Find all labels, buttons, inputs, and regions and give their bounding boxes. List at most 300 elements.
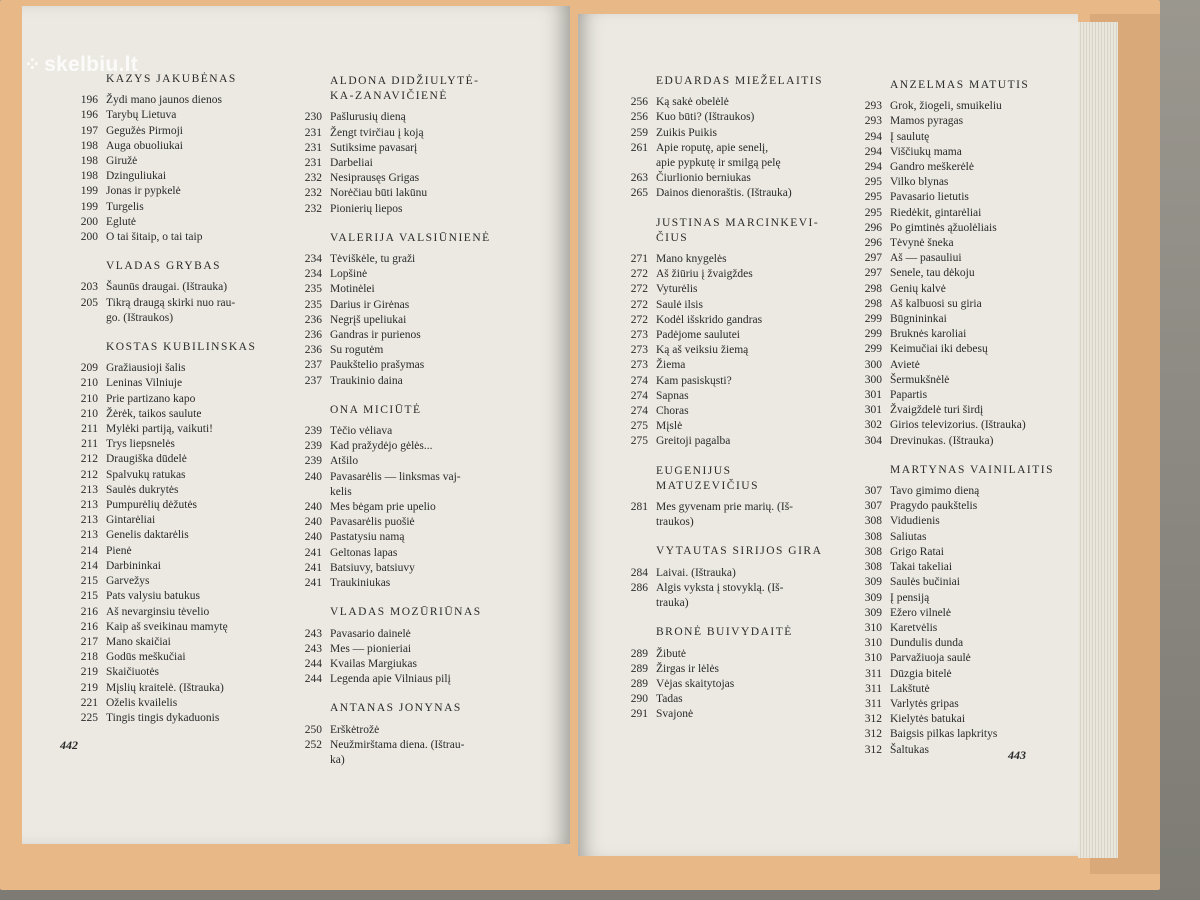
toc-entry xyxy=(602,186,832,201)
entry-title: Algis vyksta į stovyklą. (Iš- xyxy=(656,581,784,594)
entry-page-number xyxy=(276,753,330,768)
right-page-column-1 xyxy=(602,74,832,723)
toc-entry xyxy=(276,343,498,358)
entry-title: Keimučiai iki debesų xyxy=(890,343,988,356)
entry-page-number: 239 xyxy=(304,440,322,453)
entry-title: Apie roputę, apie senelį, xyxy=(656,141,769,154)
toc-entry xyxy=(276,156,498,171)
entry-title: ka) xyxy=(330,753,345,766)
toc-entry xyxy=(276,252,498,267)
entry-title: Batsiuvy, batsiuvy xyxy=(330,561,415,574)
entry-page-number: 230 xyxy=(304,111,322,124)
toc-entry xyxy=(276,424,498,439)
entry-page-number: 237 xyxy=(304,359,322,372)
entry-page-number: 294 xyxy=(864,130,882,143)
section-gap xyxy=(276,687,498,701)
author-section xyxy=(602,464,832,531)
entry-title: Žengt tvirčiau į koją xyxy=(330,126,424,139)
toc-entry xyxy=(52,513,272,528)
entry-title: Dzinguliukai xyxy=(106,170,167,183)
toc-entry xyxy=(52,376,272,391)
entry-page-number xyxy=(52,311,106,326)
entry-page-number: 210 xyxy=(80,392,98,405)
toc-entry xyxy=(836,545,1072,560)
entry-title: Vyturėlis xyxy=(656,283,698,296)
author-heading: EDUARDAS MIEŽELAITIS xyxy=(656,75,824,87)
entry-page-number: 310 xyxy=(864,652,882,665)
entry-page-number: 200 xyxy=(80,215,98,228)
entry-page-number: 200 xyxy=(80,231,98,244)
entry-title: Bruknės karoliai xyxy=(890,328,967,341)
entry-title: Su rogutėm xyxy=(330,344,384,357)
entry-title: Darbeliai xyxy=(330,157,373,170)
entry-page-number: 275 xyxy=(630,420,648,433)
author-heading: ALDONA DIDŽIULYTĖ-KA-ZANAVIČIENĖ xyxy=(330,75,480,103)
author-section xyxy=(52,259,272,326)
entry-title: Kodėl išskrido gandras xyxy=(656,313,763,326)
entry-title: Varlytės gripas xyxy=(890,697,959,710)
entry-title: Mes — pionieriai xyxy=(330,642,412,655)
entry-page-number: 213 xyxy=(80,483,98,496)
entry-page-number: 294 xyxy=(864,161,882,174)
entry-page-number: 272 xyxy=(630,283,648,296)
entry-title: traukos) xyxy=(656,516,694,529)
toc-entry xyxy=(836,575,1072,590)
toc-entry xyxy=(52,200,272,215)
entry-page-number xyxy=(602,156,656,171)
entry-title: Karetvėlis xyxy=(890,621,938,634)
toc-entry xyxy=(836,266,1072,281)
entry-title: Žiema xyxy=(656,359,686,372)
entry-page-number xyxy=(602,515,656,530)
toc-entry xyxy=(602,419,832,434)
entry-title: Turgelis xyxy=(106,200,144,213)
entry-page-number: 274 xyxy=(630,374,648,387)
toc-entry xyxy=(836,697,1072,712)
entry-title: Sutiksime pavasarį xyxy=(330,141,418,154)
toc-entry xyxy=(52,483,272,498)
entry-page-number: 243 xyxy=(304,627,322,640)
entry-title: Tadas xyxy=(656,693,683,706)
entry-title: Tavo gimimo dieną xyxy=(890,485,980,498)
entry-title: Kielytės batukai xyxy=(890,713,966,726)
toc-entry xyxy=(602,434,832,449)
entry-title: Aš žiūriu į žvaigždes xyxy=(656,268,753,281)
entry-title: kelis xyxy=(330,485,352,498)
entry-title: Pastatysiu namą xyxy=(330,531,405,544)
page-block-edge xyxy=(1078,22,1118,858)
entry-title: Pavasario lietutis xyxy=(890,191,969,204)
entry-title: Pienė xyxy=(106,544,132,557)
entry-page-number: 298 xyxy=(864,282,882,295)
toc-entry xyxy=(602,389,832,404)
toc-entry xyxy=(52,665,272,680)
entry-title: Drevinukas. (Ištrauka) xyxy=(890,434,994,447)
entry-page-number: 240 xyxy=(304,531,322,544)
entry-title: Tikrą draugą skirki nuo rau- xyxy=(106,296,236,309)
entry-page-number: 298 xyxy=(864,297,882,310)
toc-entry xyxy=(52,215,272,230)
toc-entry xyxy=(836,221,1072,236)
entry-title: Mamos pyragas xyxy=(890,115,964,128)
author-section xyxy=(52,340,272,726)
entry-title: Tėčio vėliava xyxy=(330,425,393,438)
entry-title: Pavasarėlis — linksmas vaj- xyxy=(330,470,461,483)
entry-page-number: 196 xyxy=(80,109,98,122)
entry-title: Legenda apie Vilniaus pilį xyxy=(330,673,451,686)
author-heading: VALERIJA VALSIŪNIENĖ xyxy=(330,231,491,244)
toc-entry xyxy=(52,681,272,696)
entry-title: Gintarėliai xyxy=(106,514,156,527)
entry-title: Ką aš veiksiu žiemą xyxy=(656,344,749,357)
toc-entry xyxy=(836,282,1072,297)
entry-page-number: 300 xyxy=(864,373,882,386)
entry-page-number: 211 xyxy=(81,438,98,451)
toc-entry xyxy=(836,99,1072,114)
entry-page-number: 236 xyxy=(304,344,322,357)
entry-title: Pats valysiu batukus xyxy=(106,590,200,603)
toc-entry xyxy=(602,374,832,389)
entry-title: Mes bėgam prie upelio xyxy=(330,501,436,514)
toc-entry xyxy=(836,434,1072,449)
section-gap xyxy=(836,449,1072,463)
author-section xyxy=(276,701,498,768)
entry-page-number xyxy=(276,485,330,500)
toc-entry xyxy=(52,559,272,574)
entry-title: Vidudienis xyxy=(890,515,940,528)
entry-title: Būgnininkai xyxy=(890,313,947,326)
entry-page-number: 241 xyxy=(304,546,322,559)
entry-title: trauka) xyxy=(656,597,689,610)
entry-page-number: 293 xyxy=(864,100,882,113)
toc-entry xyxy=(276,723,498,738)
entry-title: Kvailas Margiukas xyxy=(330,657,417,670)
toc-entry xyxy=(602,95,832,110)
entry-title: Erškėtrožė xyxy=(330,723,380,736)
toc-entry xyxy=(52,711,272,726)
entry-title: Kad pražydėjo gėlės... xyxy=(330,440,433,453)
toc-entry xyxy=(52,108,272,123)
entry-page-number: 256 xyxy=(630,96,648,109)
entry-title: Spalvukų ratukas xyxy=(106,468,186,481)
entry-title: Gandro meškerėlė xyxy=(890,161,974,174)
author-section xyxy=(602,74,832,202)
entry-page-number: 295 xyxy=(864,191,882,204)
entry-page-number: 274 xyxy=(630,405,648,418)
entry-page-number: 235 xyxy=(304,298,322,311)
section-gap xyxy=(602,611,832,625)
entry-page-number: 275 xyxy=(630,435,648,448)
toc-entry xyxy=(276,642,498,657)
entry-title: Nesiprausęs Grigas xyxy=(330,172,420,185)
author-heading: ANTANAS JONYNAS xyxy=(330,702,462,715)
author-heading: EUGENIJUS MATUZEVIČIUS xyxy=(656,464,759,492)
toc-entry xyxy=(602,267,832,282)
toc-entry xyxy=(836,484,1072,499)
entry-title: Giružė xyxy=(106,155,138,168)
entry-page-number: 281 xyxy=(630,501,648,514)
entry-title: Mes gyvenam prie marių. (Iš- xyxy=(656,501,794,514)
entry-title: Takai takeliai xyxy=(890,561,953,574)
section-gap xyxy=(52,245,272,259)
entry-page-number: 196 xyxy=(80,94,98,107)
entry-title: Mylėki partiją, vaikuti! xyxy=(106,423,213,436)
entry-page-number: 304 xyxy=(864,434,882,447)
toc-entry xyxy=(836,606,1072,621)
entry-page-number: 240 xyxy=(304,516,322,529)
entry-page-number: 307 xyxy=(864,485,882,498)
entry-title: Mano skaičiai xyxy=(106,635,171,648)
entry-title: Saliutas xyxy=(890,530,927,543)
entry-page-number: 300 xyxy=(864,358,882,371)
author-section xyxy=(602,216,832,450)
entry-title: Draugiška dūdelė xyxy=(106,453,187,466)
entry-title: Šaunūs draugai. (Ištrauka) xyxy=(106,281,228,294)
toc-entry xyxy=(836,560,1072,575)
entry-title: Parvažiuoja saulė xyxy=(890,652,971,665)
entry-page-number: 310 xyxy=(864,637,882,650)
entry-page-number: 273 xyxy=(630,359,648,372)
toc-entry xyxy=(276,672,498,687)
entry-title: Dundulis dunda xyxy=(890,637,964,650)
entry-title: Garvežys xyxy=(106,575,150,588)
entry-page-number: 197 xyxy=(80,124,98,137)
entry-title: Saulės dukrytės xyxy=(106,483,179,496)
entry-page-number: 214 xyxy=(80,544,98,557)
toc-entry xyxy=(836,499,1072,514)
section-gap xyxy=(602,202,832,216)
entry-title: Žėrėk, taikos saulute xyxy=(106,407,202,420)
toc-entry xyxy=(836,712,1072,727)
entry-title: Į pensiją xyxy=(890,591,930,604)
entry-page-number: 198 xyxy=(80,155,98,168)
entry-title: Žibutė xyxy=(656,647,687,660)
entry-page-number: 215 xyxy=(80,575,98,588)
toc-entry xyxy=(836,114,1072,129)
toc-entry xyxy=(602,692,832,707)
toc-entry xyxy=(52,422,272,437)
toc-entry xyxy=(276,454,498,469)
entry-page-number: 295 xyxy=(864,206,882,219)
entry-page-number: 289 xyxy=(630,677,648,690)
entry-title: Norėčiau būti lakūnu xyxy=(330,187,428,200)
author-heading: JUSTINAS MARCINKEVI-ČIUS xyxy=(656,216,820,244)
entry-page-number: 211 xyxy=(81,423,98,436)
entry-title: Papartis xyxy=(890,389,928,402)
author-heading: ONA MICIŪTĖ xyxy=(330,403,422,416)
entry-title: Aš kalbuosi su giria xyxy=(890,297,982,310)
entry-page-number: 241 xyxy=(304,561,322,574)
entry-page-number: 310 xyxy=(864,621,882,634)
toc-entry xyxy=(276,110,498,125)
toc-entry xyxy=(836,327,1072,342)
author-heading: ANZELMAS MATUTIS xyxy=(890,79,1030,91)
entry-title: Jonas ir pypkelė xyxy=(106,185,181,198)
left-page-column-1 xyxy=(52,72,272,726)
entry-page-number: 291 xyxy=(630,708,648,721)
entry-page-number: 241 xyxy=(304,577,322,590)
entry-title: Atšilo xyxy=(330,455,359,468)
entry-page-number: 232 xyxy=(304,187,322,200)
watermark-logo: ⁘ skelbiu.lt xyxy=(24,53,139,76)
entry-page-number: 216 xyxy=(80,605,98,618)
toc-entry xyxy=(276,298,498,313)
entry-title: Mano knygelės xyxy=(656,253,727,266)
author-heading: KAZYS JAKUBĖNAS xyxy=(106,73,237,85)
author-section xyxy=(602,544,832,611)
entry-page-number: 271 xyxy=(630,253,648,266)
entry-page-number: 309 xyxy=(864,591,882,604)
entry-page-number: 212 xyxy=(80,468,98,481)
toc-entry xyxy=(276,500,498,515)
entry-title: Genelis daktarėlis xyxy=(106,529,189,542)
entry-title: Padėjome saulutei xyxy=(656,329,740,342)
toc-entry xyxy=(52,93,272,108)
toc-entry xyxy=(276,657,498,672)
toc-entry xyxy=(52,544,272,559)
entry-page-number: 311 xyxy=(865,697,882,710)
toc-entry xyxy=(836,251,1072,266)
entry-page-number: 213 xyxy=(80,514,98,527)
entry-page-number: 212 xyxy=(80,453,98,466)
entry-page-number: 297 xyxy=(864,267,882,280)
toc-entry xyxy=(836,373,1072,388)
entry-title: Pionierių liepos xyxy=(330,202,403,215)
entry-title: Eglutė xyxy=(106,215,137,228)
right-page xyxy=(578,14,1078,856)
entry-title: Pavasarėlis puošiė xyxy=(330,516,415,529)
entry-title: Laivai. (Ištrauka) xyxy=(656,566,736,579)
page-number-right: 443 xyxy=(1008,748,1026,762)
entry-title: Paukštelio prašymas xyxy=(330,359,425,372)
toc-entry xyxy=(602,313,832,328)
toc-entry xyxy=(602,126,832,141)
entry-page-number: 299 xyxy=(864,328,882,341)
toc-entry xyxy=(276,126,498,141)
entry-page-number: 234 xyxy=(304,253,322,266)
toc-entry xyxy=(836,160,1072,175)
toc-entry xyxy=(602,110,832,125)
entry-title: Vėjas skaitytojas xyxy=(656,677,735,690)
toc-entry xyxy=(602,156,832,171)
section-gap xyxy=(602,530,832,544)
section-gap xyxy=(276,217,498,231)
entry-page-number: 198 xyxy=(80,139,98,152)
author-heading: VYTAUTAS SIRIJOS GIRA xyxy=(656,545,823,558)
toc-entry xyxy=(52,311,272,326)
entry-title: Choras xyxy=(656,405,689,418)
entry-title: Avietė xyxy=(890,358,920,371)
toc-entry xyxy=(836,651,1072,666)
entry-page-number: 199 xyxy=(80,200,98,213)
toc-entry xyxy=(836,621,1072,636)
entry-page-number: 265 xyxy=(630,187,648,200)
toc-entry xyxy=(602,252,832,267)
entry-title: Mįslė xyxy=(656,420,683,433)
toc-entry xyxy=(52,124,272,139)
toc-entry xyxy=(52,468,272,483)
entry-title: Zuikis Puikis xyxy=(656,126,718,139)
toc-entry xyxy=(276,439,498,454)
toc-entry xyxy=(276,328,498,343)
entry-page-number: 210 xyxy=(80,407,98,420)
toc-entry xyxy=(276,470,498,485)
toc-entry xyxy=(276,753,498,768)
toc-entry xyxy=(836,514,1072,529)
entry-page-number: 199 xyxy=(80,185,98,198)
entry-page-number: 232 xyxy=(304,202,322,215)
entry-title: O tai šitaip, o tai taip xyxy=(106,231,203,244)
toc-entry xyxy=(602,677,832,692)
entry-title: Kaip aš sveikinau mamytę xyxy=(106,620,228,633)
entry-page-number: 231 xyxy=(304,126,322,139)
toc-entry xyxy=(276,374,498,389)
entry-title: Motinėlei xyxy=(330,283,375,296)
toc-entry xyxy=(836,130,1072,145)
toc-entry xyxy=(602,500,832,515)
entry-page-number: 234 xyxy=(304,268,322,281)
entry-title: Žirgas ir lėlės xyxy=(656,662,720,675)
entry-page-number: 237 xyxy=(304,374,322,387)
author-heading: BRONĖ BUIVYDAITĖ xyxy=(656,626,793,639)
toc-entry xyxy=(602,141,832,156)
entry-page-number: 308 xyxy=(864,545,882,558)
toc-entry xyxy=(276,171,498,186)
toc-entry xyxy=(836,358,1072,373)
entry-page-number: 312 xyxy=(864,743,882,756)
entry-page-number: 225 xyxy=(80,711,98,724)
entry-title: Pavasario dainelė xyxy=(330,627,411,640)
entry-title: Greitoji pagalba xyxy=(656,435,731,448)
entry-page-number: 259 xyxy=(630,126,648,139)
entry-page-number: 299 xyxy=(864,313,882,326)
entry-title: Auga obuoliukai xyxy=(106,139,183,152)
entry-page-number: 263 xyxy=(630,172,648,185)
toc-entry xyxy=(276,267,498,282)
watermark-text: skelbiu.lt xyxy=(44,53,139,76)
entry-title: Tėvynė šneka xyxy=(890,237,954,250)
author-section xyxy=(276,403,498,591)
entry-page-number: 308 xyxy=(864,515,882,528)
entry-title: Čiurlionio berniukas xyxy=(656,172,751,185)
toc-entry xyxy=(52,635,272,650)
toc-entry xyxy=(276,576,498,591)
entry-page-number: 236 xyxy=(304,329,322,342)
entry-title: Gegužės Pirmoji xyxy=(106,124,183,137)
toc-entry xyxy=(836,682,1072,697)
entry-page-number: 302 xyxy=(864,419,882,432)
toc-entry xyxy=(52,574,272,589)
entry-page-number: 214 xyxy=(80,559,98,572)
entry-title: Lakštutė xyxy=(890,682,930,695)
entry-page-number: 274 xyxy=(630,389,648,402)
entry-page-number: 250 xyxy=(304,723,322,736)
entry-title: go. (Ištraukos) xyxy=(106,311,174,324)
section-gap xyxy=(276,389,498,403)
entry-title: Sapnas xyxy=(656,389,689,402)
toc-entry xyxy=(276,561,498,576)
toc-entry xyxy=(52,605,272,620)
author-heading: VLADAS GRYBAS xyxy=(106,260,222,273)
toc-entry xyxy=(52,528,272,543)
entry-title: Į saulutę xyxy=(890,130,930,143)
section-gap xyxy=(602,450,832,464)
toc-entry xyxy=(836,175,1072,190)
toc-entry xyxy=(602,581,832,596)
entry-page-number: 210 xyxy=(80,377,98,390)
entry-page-number: 307 xyxy=(864,500,882,513)
toc-entry xyxy=(276,738,498,753)
